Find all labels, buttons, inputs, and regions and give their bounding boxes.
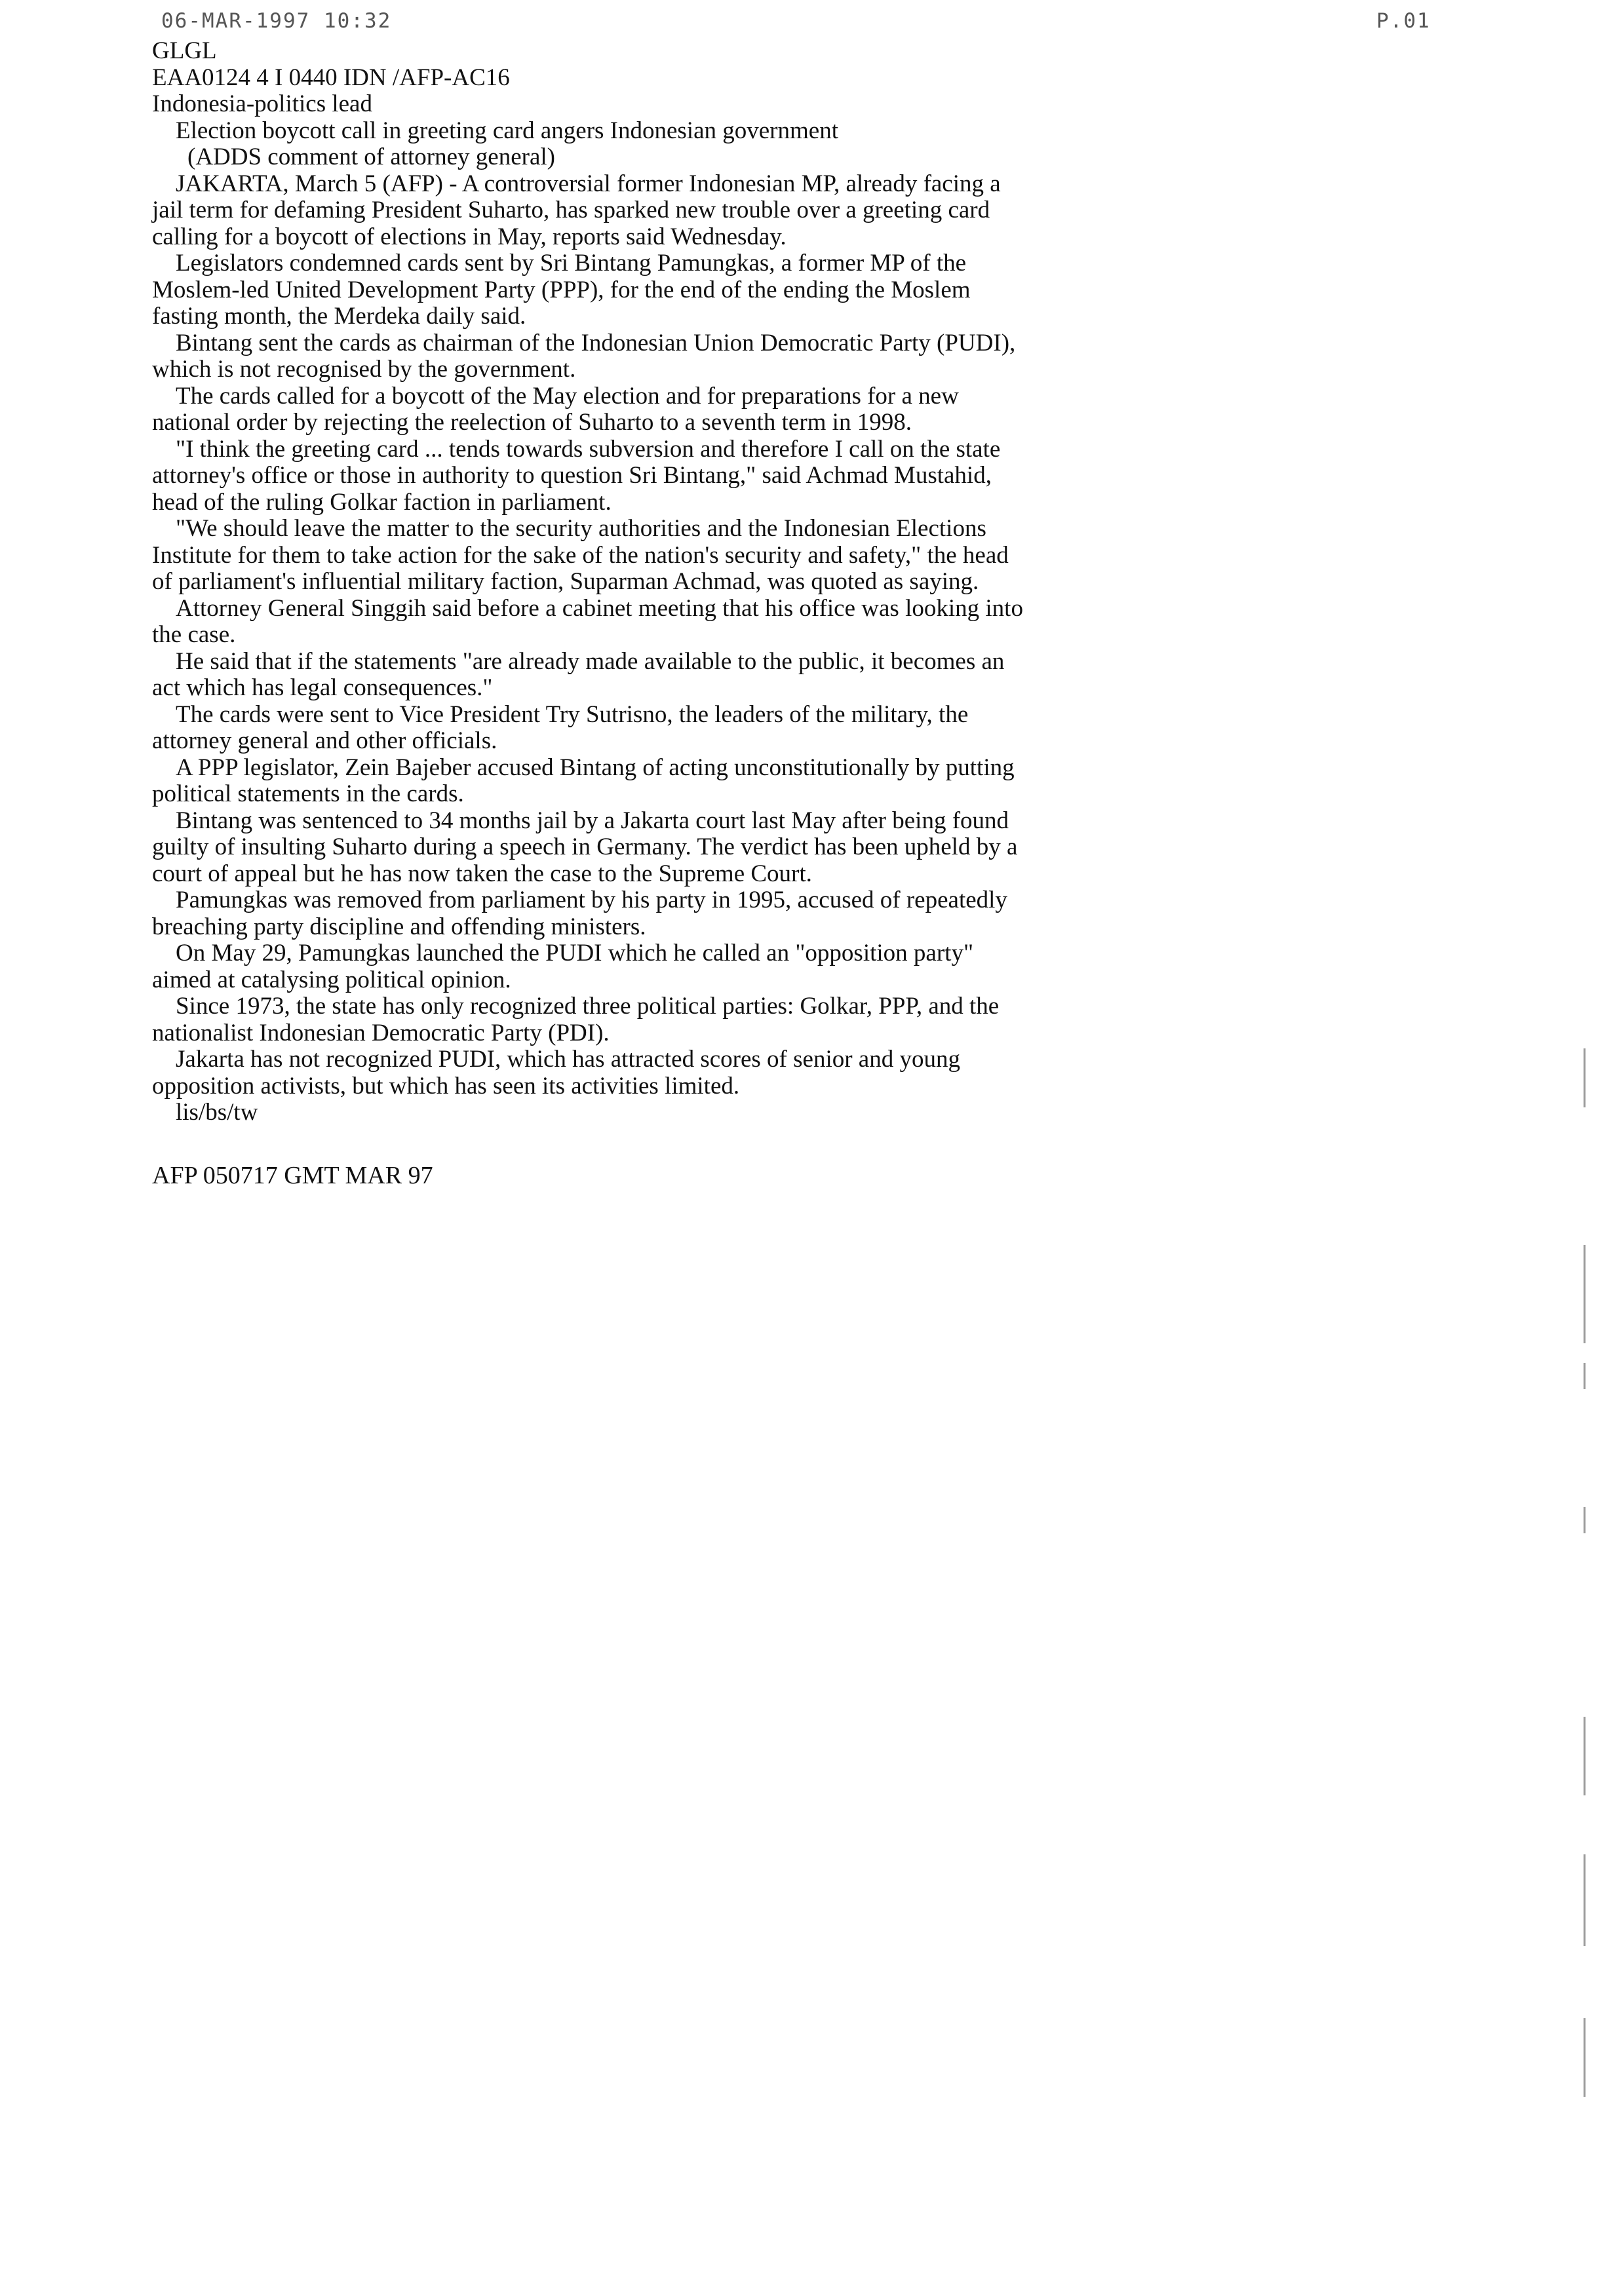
scan-speck: [1584, 1048, 1586, 1107]
scan-speck: [1584, 2018, 1586, 2097]
paragraph: The cards were sent to Vice President Try Sutrisno, the leaders of the military, the attorney general and other officials.: [152, 700, 969, 754]
paragraph: Bintang sent the cards as chairman of the Indonesian Union Democratic Party (PUDI), which is not recognised by the government.: [152, 329, 1016, 383]
paragraph: "I think the greeting card ... tends towards subversion and therefore I call on the state attorney's office or those in authority to question Sri Bintang," said Achmad Mustahid, head of the ruling Golkar faction in parliament.: [152, 435, 1001, 516]
paragraph: The cards called for a boycott of the May election and for preparations for a new national order by rejecting the reelection of Suharto to a seventh term in 1998.: [152, 382, 959, 436]
fax-page-number: P.01: [1376, 9, 1431, 33]
article-headline: Election boycott call in greeting card angers Indonesian government: [176, 117, 838, 144]
paragraph: Bintang was sentenced to 34 months jail by a Jakarta court last May after being found guilty of insulting Suharto during a speech in Germany. The verdict has been upheld by a court of appeal but he has now taken the case to the Supreme Court.: [152, 807, 1018, 887]
wire-article: [152, 38, 1024, 1189]
paragraph: Since 1973, the state has only recognized three political parties: Golkar, PPP, and the nationalist Indonesian Democratic Party (PDI).: [152, 993, 1000, 1046]
paragraph: Legislators condemned cards sent by Sri Bintang Pamungkas, a former MP of the Moslem-led United Development Party (PPP), for the end of the ending the Moslem fasting month, the Merdeka daily said.: [152, 250, 971, 330]
paragraph: On May 29, Pamungkas launched the PUDI which he called an "opposition party" aimed at catalysing political opinion.: [152, 940, 974, 993]
paragraph: A PPP legislator, Zein Bajeber accused Bintang of acting unconstitutionally by putting political statements in the cards.: [152, 754, 1015, 807]
scan-speck: [1584, 1507, 1586, 1533]
paragraph: JAKARTA, March 5 (AFP) - A controversial former Indonesian MP, already facing a jail term for defaming President Suharto, has sparked new trouble over a greeting card calling for a boycott of elections in May, reports said Wednesday.: [152, 170, 1001, 250]
scan-edge-specks: [1584, 1048, 1586, 2162]
paragraph: Attorney General Singgih said before a cabinet meeting that his office was looking into the case.: [152, 594, 1023, 648]
paragraph: Pamungkas was removed from parliament by his party in 1995, accused of repeatedly breaching party discipline and offending ministers.: [152, 887, 1007, 940]
article-category: Indonesia-politics lead: [152, 90, 372, 117]
article-note: (ADDS comment of attorney general): [187, 144, 555, 170]
article-footer: AFP 050717 GMT MAR 97: [152, 1161, 433, 1189]
paragraph: Jakarta has not recognized PUDI, which has attracted scores of senior and young opposition activists, but which has seen its activities limited.: [152, 1046, 960, 1100]
article-slug: EAA0124 4 I 0440 IDN /AFP-AC16: [152, 64, 510, 91]
scan-speck: [1584, 1854, 1586, 1946]
scan-speck: [1584, 1363, 1586, 1389]
fax-header-datetime: 06-MAR-1997 10:32: [161, 9, 392, 33]
scan-speck: [1584, 1245, 1586, 1343]
article-code-partial: GLGL: [152, 37, 217, 64]
paragraph: "We should leave the matter to the security authorities and the Indonesian Elections Institute for them to take action for the sake of the nation's security and safety," the head of parliament's influential military faction, Suparman Achmad, was quoted as saying.: [152, 515, 1009, 595]
paragraph: He said that if the statements "are already made available to the public, it becomes an act which has legal consequences.": [152, 647, 1005, 701]
scan-speck: [1584, 1717, 1586, 1795]
article-signoff: lis/bs/tw: [176, 1099, 258, 1126]
